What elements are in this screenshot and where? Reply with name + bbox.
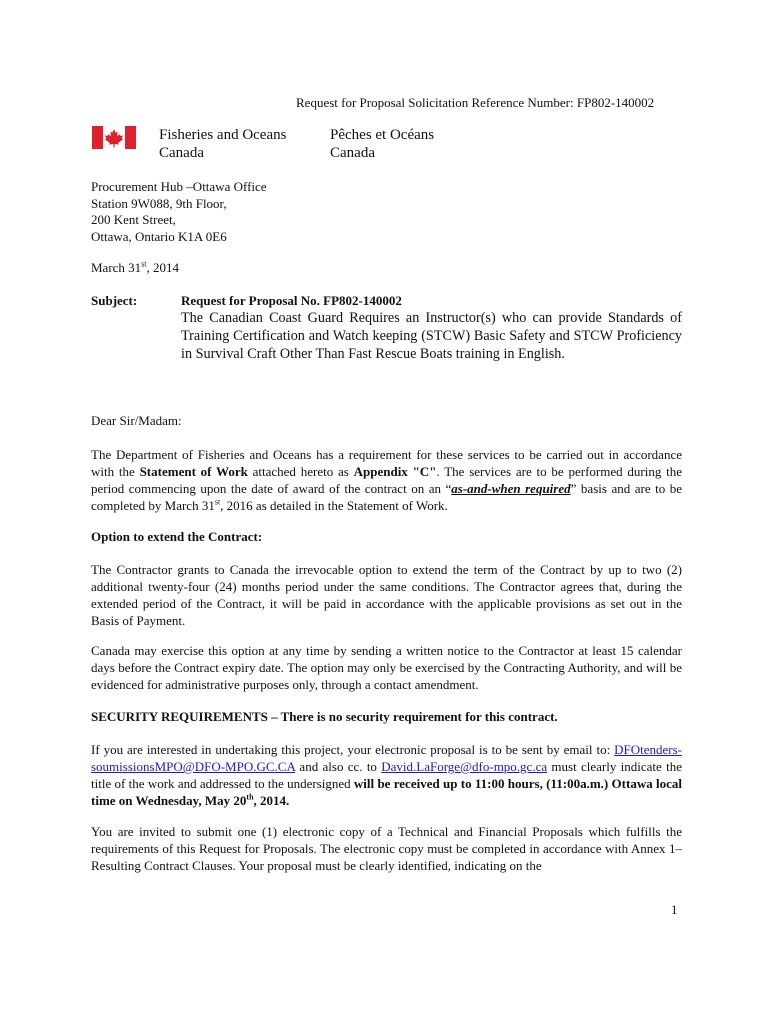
- canada-flag-icon: [92, 126, 136, 149]
- subject-label: Subject:: [91, 293, 138, 308]
- option-paragraph-1: The Contractor grants to Canada the irrevocable option to extend the term of the Contract by up to two (2) additional twenty-four (24) months period under the same conditions. The Contractor agrees that, during the extended period of the Contract, it will be paid in accordance with the applicable provisions as set out in the Basis of Payment.: [91, 562, 682, 628]
- address-line2: Station 9W088, 9th Floor,: [91, 195, 227, 211]
- address-line3: 200 Kent Street,: [91, 212, 176, 227]
- page-number: 1: [671, 902, 678, 917]
- subject-title: Request for Proposal No. FP802-140002: [181, 293, 402, 308]
- dept-fr-line2: Canada: [330, 145, 375, 161]
- salutation: Dear Sir/Madam:: [91, 413, 182, 428]
- security-requirements: SECURITY REQUIREMENTS – There is no security requirement for this contract.: [91, 709, 558, 724]
- dept-fr-line1: Pêches et Océans: [330, 127, 435, 143]
- intro-paragraph: The Department of Fisheries and Oceans has a requirement for these services to be carried out in accordance with the Statement of Work attached hereto as Appendix "C". The services are to be performed during the period commencing upon the date of award of the contract on an “as-and-when required” basis and are to be completed by March 31st, 2016 as detailed in the Statement of Work.: [91, 447, 683, 513]
- solicitation-reference: Request for Proposal Solicitation Reference Number: FP802-140002: [296, 95, 655, 110]
- dfo-tenders-email-link[interactable]: DFOtenders-soumissionsMPO@DFO-MPO.GC.CA: [91, 742, 682, 774]
- department-name-french: [330, 126, 434, 162]
- letter-date: March 31st, 2014: [91, 259, 180, 275]
- option-paragraph-2: Canada may exercise this option at any time by sending a written notice to the Contractor at least 15 calendar days before the Contract expiry date. The option may only be exercised by the Contracting Authority, and will be evidenced for administrative purposes only, through a contact amendment.: [91, 643, 682, 692]
- david-laforge-email-link[interactable]: David.LaForge@dfo-mpo.gc.ca: [381, 759, 548, 774]
- department-name-english: [159, 126, 286, 162]
- invitation-paragraph: You are invited to submit one (1) electronic copy of a Technical and Financial Proposals which fulfills the requirements of this Request for Proposals. The electronic copy must be completed in accordance with Annex 1–Resulting Contract Clauses. Your proposal must be clearly identified, indicating on the: [91, 824, 682, 873]
- address-line4: Ottawa, Ontario K1A 0E6: [91, 228, 227, 244]
- address-line1: Procurement Hub –Ottawa Office: [91, 179, 267, 194]
- dept-en-line1: Fisheries and Oceans: [159, 127, 287, 143]
- submission-paragraph: If you are interested in undertaking this project, your electronic proposal is to be sent by email to: DFOtenders-soumissionsMPO@DFO-MPO.GC.CA and also cc. to David.LaForge@dfo-mpo.gc.ca must clearly indicate the title of the work and addressed to the undersigned will be received up to 11:00 hours, (11:00a.m.) Ottawa local time on Wednesday, May 20th, 2014.: [91, 742, 682, 808]
- dept-en-line2: Canada: [159, 145, 204, 161]
- subject-description: The Canadian Coast Guard Requires an Instructor(s) who can provide Standards of Training Certification and Watch keeping (STCW) Basic Safety and STCW Proficiency in Survival Craft Other Than Fast Rescue Boats training in English.: [181, 310, 682, 362]
- option-heading: Option to extend the Contract:: [91, 529, 263, 544]
- mailing-address: [91, 179, 267, 245]
